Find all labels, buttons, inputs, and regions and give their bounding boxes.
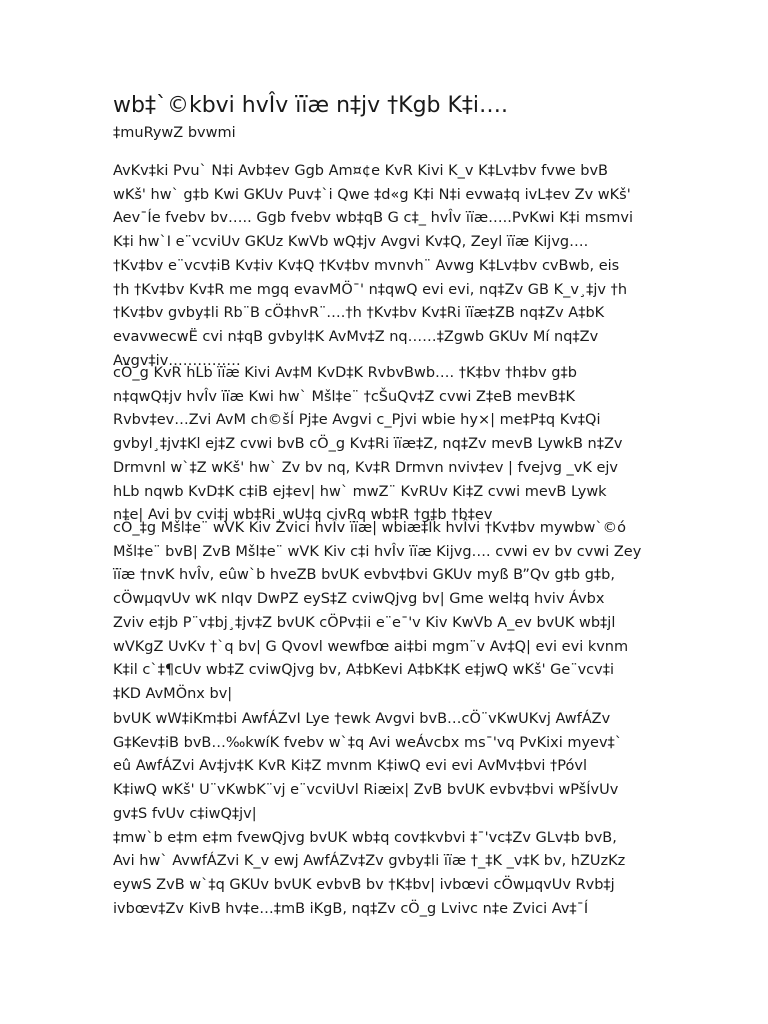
text-line: Aev¯Íe fvebv bv….. Ggb fvebv wb‡qB G c‡_ hvÎv ïïæ…..PvKwi K‡i msmvi: [113, 210, 633, 227]
text-line: K‡il c`‡¶cUv wb‡Z cviwQjvg bv, A‡bKevi A‡bK‡K e‡jwQ wKš' Ge¨vcv‡i: [113, 662, 615, 679]
text-line: ‡mw`b e‡m e‡m fvewQjvg bvUK wb‡q cov‡kvbvi ‡¯'vc‡Zv GLv‡b bvB,: [113, 829, 617, 846]
text-line: Drmvnl w`‡Z wKš' hw` Zv bv nq, Kv‡R Drmvn nviv‡ev | fvejvg _vK ejv: [113, 459, 619, 476]
text-line: AvKv‡ki Pvu` N‡i Avb‡ev Ggb Am¤¢e KvR Kivi K_v K‡Lv‡bv fvwe bvB: [113, 163, 608, 179]
text-line: hLb nqwb KvD‡K c‡iB ej‡ev| hw` mwZ¨ KvRUv Ki‡Z cvwi mevB Lywk: [113, 483, 607, 500]
text-line: K‡iwQ wKš' U¨vKwbK¨vj e¨vcviUvl Riæix| ZvB bvUK evbv‡bvi wPšÍvUv: [113, 782, 619, 799]
text-line: K‡i hw`I e¨vcviUv GKUz KwVb wQ‡jv Avgvi Kv‡Q, Zeyl ïïæ Kijvg….: [113, 234, 589, 251]
text-line: evavwecwË cvi n‡qB gvbyl‡K AvMv‡Z nq……‡Zgwb GKUv Mí nq‡Zv: [113, 328, 599, 345]
text-line: Zviv e‡jb P¨v‡bj¸‡jv‡Z bvUK cÖPv‡ii e¨e¯'v Kiv KwVb A_ev bvUK wb‡jl: [113, 614, 616, 631]
author-byline: ‡muRywZ bvwmi: [113, 125, 236, 141]
document-title: wb‡`©kbvi hvÎv ïïæ n‡jv †Kgb K‡i….: [113, 93, 509, 118]
text-line: ivbœv‡Zv KivB hv‡e…‡mB iKgB, nq‡Zv cÖ_g Lvivc n‡e Zvici Av‡¯Í: [113, 900, 589, 917]
text-line: eû AwfÁZvi Av‡jv‡K KvR Ki‡Z mvnm K‡iwQ evi evi AvMv‡bvi †Póvl: [113, 758, 588, 775]
text-line: Rvbv‡ev…Zvi AvM ch©šÍ Pj‡e Avgvi c_Pjvi wbie hy×| me‡P‡q Kv‡Qi: [113, 412, 601, 429]
text-line: ïïæ †nvK hvÎv, eûw`b hveZB bvUK evbv‡bvi GKUv myß B”Qv g‡b g‡b,: [113, 567, 615, 584]
text-line: n‡qwQ‡jv hvÎv ïïæ Kwi hw` Mšl‡e¨ †cŠuQv‡Z cvwi Z‡eB mevB‡K: [113, 388, 576, 405]
text-line: ‡KD AvMÖnx bv|: [113, 685, 233, 702]
text-line: cÖ_‡g Mšl‡e¨ wVK Kiv Zvici hvÎv ïïæ| wbiæ‡Ïk hvÎvi †Kv‡bv mywbw`©ó: [113, 520, 626, 536]
paragraph-1: [113, 160, 673, 373]
text-line: eywS ZvB w`‡q GKUv bvUK evbvB bv †K‡bv| ivbœvi cÖwµqvUv Rvb‡j: [113, 876, 615, 893]
text-line: †Kv‡bv e¨vcv‡iB Kv‡iv Kv‡Q †Kv‡bv mvnvh¨ Avwg K‡Lv‡bv cvBwb, eis: [113, 257, 620, 274]
text-line: n‡e| Avi bv cvi‡j wb‡Ri¸wU‡q civRq wb‡R †g‡b †b‡ev: [113, 507, 493, 524]
text-line: Avi hw` AvwfÁZvi K_v ewj AwfÁZv‡Zv gvby‡li ïïæ †_‡K _v‡K bv, hZUzKz: [113, 853, 626, 870]
text-line: †Kv‡bv gvby‡li Rb¨B cÖ‡hvR¨….†h †Kv‡bv Kv‡Ri ïïæ‡ZB nq‡Zv A‡bK: [113, 305, 605, 322]
text-line: wVKgZ UvKv †`q bv| G Qvovl wewfbœ ai‡bi mgm¨v Av‡Q| evi evi kvnm: [113, 638, 629, 655]
text-line: Mšl‡e¨ bvB| ZvB Mšl‡e¨ wVK Kiv c‡i hvÎv ïïæ Kijvg…. cvwi ev bv cvwi Zey: [113, 543, 642, 560]
paragraph-3: [113, 517, 673, 707]
paragraph-2: [113, 362, 673, 528]
text-line: gvbyl¸‡jv‡Kl ej‡Z cvwi bvB cÖ_g Kv‡Ri ïïæ‡Z, nq‡Zv mevB LywkB n‡Zv: [113, 436, 623, 453]
paragraph-4: [113, 708, 673, 921]
text-line: †h †Kv‡bv Kv‡R me mgq evavMÖ¯' n‡qwQ evi evi, nq‡Zv GB K_v¸‡jv †h: [113, 281, 628, 298]
text-line: wKš' hw` g‡b Kwi GKUv Puv‡`i Qwe ‡d«g K‡i N‡i evwa‡q ivL‡ev Zv wKš': [113, 186, 631, 203]
text-line: G‡Kev‡iB bvB…‰kwíK fvebv w`‡q Avi weÁvcbx ms¯'vq PvKixi myev‡`: [113, 734, 623, 751]
text-line: cÖ_g KvR hLb ïïæ Kivi Av‡M KvD‡K RvbvBwb…. †K‡bv †h‡bv g‡b: [113, 365, 577, 381]
text-line: cÖwµqvUv wK nIqv DwPZ eyS‡Z cviwQjvg bv| Gme wel‡q hviv Ávbx: [113, 591, 605, 608]
text-line: bvUK wW‡iKm‡bi AwfÁZvI Lye †ewk Avgvi bvB…cÖ¨vKwUKvj AwfÁZv: [113, 711, 611, 727]
text-line: gv‡S fvUv c‡iwQ‡jv|: [113, 805, 257, 822]
text-line: Avgv‡iv……………: [113, 352, 241, 369]
